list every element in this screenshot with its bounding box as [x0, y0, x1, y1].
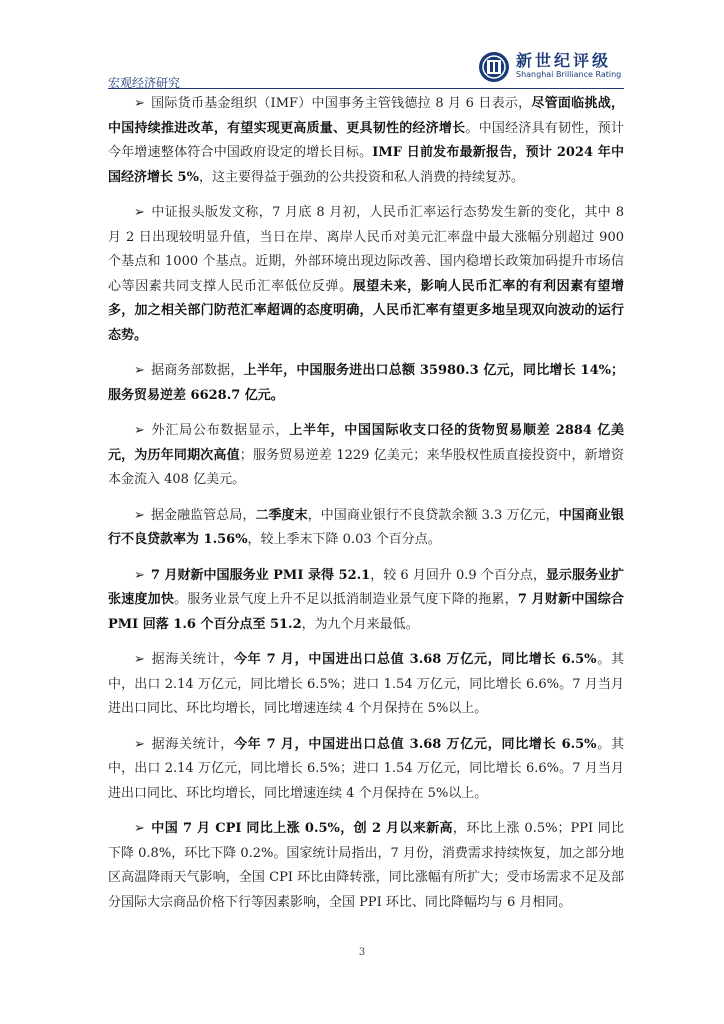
bold-text: 今年 7 月，中国进出口总值 3.68 万亿元，同比增长 6.5% — [233, 736, 597, 752]
body-text: 据海关统计， — [150, 736, 234, 752]
bold-text: 二季度末 — [255, 507, 308, 523]
body-text: 中证报头版发文称，7 月底 8 月初，人民币汇率运行态势发生新的变化，其中 8 月 2 日出现较明显升值，当日在岸、离岸人民币对美元汇率盘中最大涨幅分别超过 900 个基点和 1000 个基点。近期，外部环境出现边际改善、国内稳增长政策加码提升市场信心等因素共同支撑人民币汇率低位反弹。 — [108, 205, 624, 294]
bold-text: 上半年，中国服务进出口总额 35980.3 亿元，同比增长 14%；服务贸易逆差 6628.7 亿元。 — [108, 363, 624, 403]
bold-text: 今年 7 月，中国进出口总值 3.68 万亿元，同比增长 6.5% — [233, 652, 597, 667]
news-paragraph — [108, 92, 624, 190]
news-paragraph — [108, 733, 624, 807]
body-text: 。中国经济具有韧性，预计今年增速整体符合中国政府设定的增长目标。 — [108, 120, 624, 160]
bullet-arrow-icon: ➢ — [134, 507, 145, 523]
body-text: 。其中，出口 2.14 万亿元，同比增长 6.5%；进口 1.54 万亿元，同比增长 6.6%。7 月当月进出口同比、环比均增长，同比增速连续 4 个月保持在 5%以上。 — [108, 736, 624, 801]
header-rule — [108, 88, 624, 89]
bold-text: 展望未来，影响人民币汇率的有利因素有望增多，加之相关部门防范汇率超调的态度明确，人民币汇率有望更多地呈现双向波动的运行态势。 — [108, 278, 624, 343]
body-text: 。服务业景气度上升不足以抵消制造业景气度下降的拖累， — [174, 592, 518, 607]
news-paragraph — [108, 648, 624, 722]
body-text: 据海关统计， — [150, 652, 234, 667]
document-body — [108, 92, 624, 926]
body-text: 据金融监管总局， — [150, 507, 256, 523]
body-text: ，中国商业银行不良贷款余额 3.3 万亿元， — [307, 507, 559, 523]
body-text: ，环比上涨 0.5%；PPI 同比下降 0.8%，环比下降 0.2%。国家统计局指出，7 月份，消费需求持续恢复，加之部分地区高温降雨天气影响，全国 CPI 环比由降转涨，同比涨幅有所扩大；受市场需求不足及部分国际大宗商品价格下行等因素影响，全国 PPI 环比、同比降幅均与 6 月相同。 — [108, 821, 624, 910]
news-paragraph — [108, 201, 624, 348]
bold-text: 中国商业银行不良贷款率为 1.56% — [108, 507, 624, 547]
body-text: ；服务贸易逆差 1229 亿美元；来华股权性质直接投资中，新增资本金流入 408 亿美元。 — [108, 447, 624, 487]
brand-name-en: Shanghai Brilliance Rating — [516, 70, 622, 79]
body-text: ，这主要得益于强劲的公共投资和私人消费的持续复苏。 — [198, 169, 524, 185]
bold-text: 7 月财新中国服务业 PMI 录得 52.1 — [150, 567, 371, 583]
bold-text: IMF 日前发布最新报告，预计 2024 年中国经济增长 5% — [108, 145, 624, 185]
body-text: ，为九个月来最低。 — [301, 616, 419, 632]
bullet-arrow-icon: ➢ — [134, 96, 145, 111]
section-title: 宏观经济研究 — [108, 76, 181, 90]
brand-logo-icon — [474, 50, 514, 84]
body-text: ，较上季末下降 0.03 个百分点。 — [247, 532, 441, 547]
news-paragraph — [108, 564, 624, 638]
bullet-arrow-icon: ➢ — [134, 652, 145, 667]
news-paragraph — [108, 359, 624, 408]
bold-text: 显示服务业扩张速度加快 — [108, 567, 624, 607]
bold-text: 中国 7 月 CPI 同比上涨 0.5%，创 2 月以来新高 — [150, 821, 453, 836]
bold-text: 上半年，中国国际收支口径的货物贸易顺差 2884 亿美元，为历年同期次高值 — [108, 423, 624, 463]
news-paragraph — [108, 817, 624, 915]
body-text: 外汇局公布数据显示， — [150, 423, 290, 438]
bold-text: 7 月财新中国综合 PMI 回落 1.6 个百分点至 51.2 — [108, 592, 624, 632]
bullet-arrow-icon: ➢ — [134, 736, 145, 752]
bullet-arrow-icon: ➢ — [134, 363, 145, 378]
brand-name-cn: 新世纪评级 — [516, 51, 612, 70]
page-number: 3 — [358, 947, 366, 958]
news-paragraph — [108, 504, 624, 553]
body-text: ，较 6 月回升 0.9 个百分点， — [370, 567, 546, 583]
bullet-arrow-icon: ➢ — [134, 205, 145, 220]
bullet-arrow-icon: ➢ — [134, 821, 145, 836]
bold-text: 尽管面临挑战，中国持续推进改革，有望实现更高质量、更具韧性的经济增长 — [108, 96, 624, 136]
body-text: 。其中，出口 2.14 万亿元，同比增长 6.5%；进口 1.54 万亿元，同比增长 6.6%。7 月当月进出口同比、环比均增长，同比增速连续 4 个月保持在 5%以上。 — [108, 652, 624, 716]
bullet-arrow-icon: ➢ — [134, 567, 145, 583]
news-paragraph — [108, 419, 624, 493]
body-text: 据商务部数据， — [150, 363, 244, 378]
body-text: 国际货币基金组织（IMF）中国事务主管钱德拉 8 月 6 日表示， — [150, 96, 532, 111]
bullet-arrow-icon: ➢ — [134, 423, 145, 438]
